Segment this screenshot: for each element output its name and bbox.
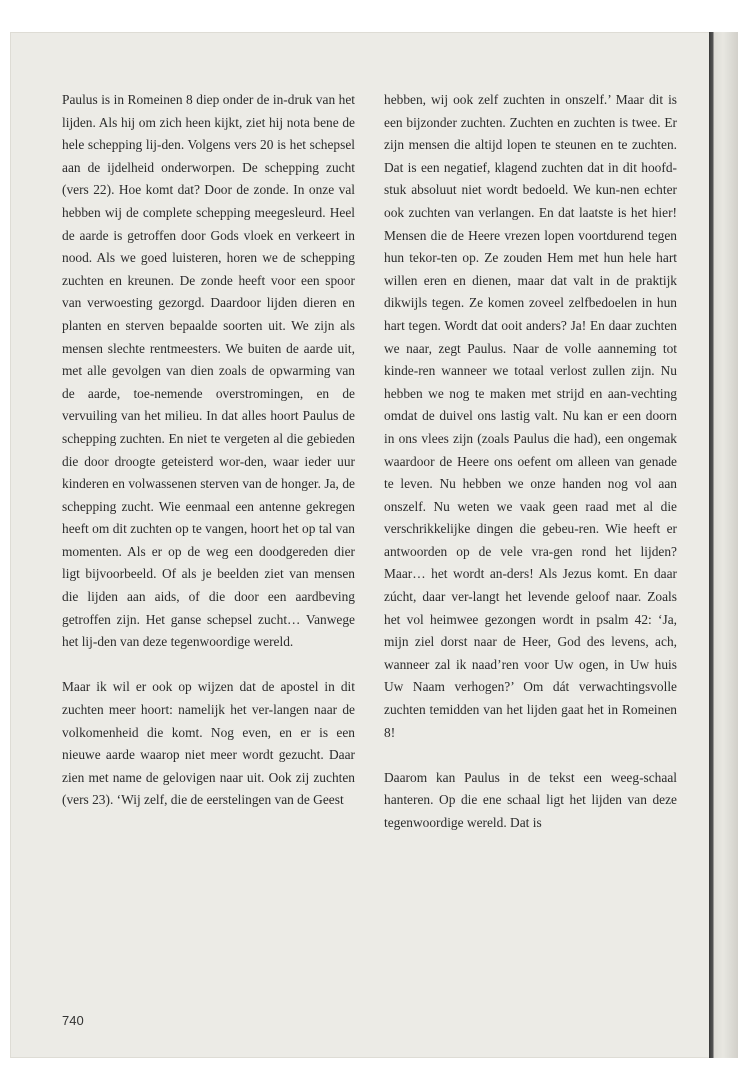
paragraph: Daarom kan Paulus in de tekst een weeg-schaal hanteren. Op die ene schaal ligt het lijden van deze tegenwoordige wereld. Dat is [384, 769, 677, 830]
page-number: 740 [62, 1013, 84, 1028]
right-text-column [384, 89, 677, 857]
paragraph: hebben, wij ook zelf zuchten in onszelf.’ Maar dit is een bijzonder zuchten. Zuchten en zuchten is twee. Er zijn mensen die altijd lopen te steunen en te zuchten. Dat is een negatief, klagend zuchten dat in dit hoofd-stuk absoluut niet wordt bedoeld. We kun-nen echter ook zuchten van verlangen. En dat laatste is het hier! Mensen die de Heere vrezen lopen voortdurend tegen hun tekor-ten op. Ze zouden Hem met hun hele hart willen eren en dienen, maar dat valt in de praktijk dikwijls tegen. Ze komen zoveel zelfbedoelen in hun hart tegen. Wordt dat ooit anders? Ja! En daar zuchten we naar, zegt Paulus. Naar de volle aanneming tot kinde-ren wanneer we totaal verlost zullen zijn. Nu hebben we nog te maken met strijd en aan-vechting omdat de duivel ons lastig valt. Nu kan er een doorn in ons vlees zijn (zoals Paulus die had), een ongemak waardoor de Heere ons oefent om alleen van genade te leven. Nu hebben we onze handen nog vol aan onszelf. Nu weten we vaak geen raad met al die verschrikkelijke dingen die gebeu-ren. Wie heeft er antwoorden op de vele vra-gen rond het lijden? Maar… het wordt an-ders! Als Jezus komt. En daar zúcht, daar ver-langt het levende geloof naar. Zoals het vol heimwee gezongen wordt in psalm 42: ‘Ja, mijn ziel dorst naar de Heer, God des levens, ach, wanneer zal ik naad’ren voor Uw ogen, in Uw huis Uw Naam verhogen?’ Om dát verwachtingsvolle zuchten temidden van het lijden gaat het in Romeinen 8! [384, 92, 677, 740]
paragraph: Paulus is in Romeinen 8 diep onder de in-druk van het lijden. Als hij om zich heen kijkt, ziet hij nota bene de hele schepping lij-den. Volgens vers 20 is het schepsel aan de ijdelheid onderworpen. De schepping zucht (vers 22). Hoe komt dat? Door de zonde. In onze val hebben wij de complete schepping meegesleurd. Heel de aarde is getroffen door Gods vloek en verkeert in nood. Als we goed luisteren, horen we de schepping zuchten en kreunen. De zonde heeft voor een spoor van verwoesting gezorgd. Daardoor lijden dieren en planten en sterven bepaalde soorten uit. We zijn als mensen slechte rentmeesters. We buiten de aarde uit, met alle gevolgen van dien zoals de opwarming van de aarde, toe-nemende overstromingen, en de vervuiling van het milieu. In dat alles hoort Paulus de schepping zuchten. En niet te vergeten al die gebieden die door droogte geteisterd wor-den, waar ieder uur kinderen en volwassenen sterven van de honger. Ja, de schepping zucht. Wie eenmaal een antenne gekregen heeft om dit zuchten op te vangen, hoort het op tal van momenten. Als er op de weg een doodgereden dier ligt bijvoorbeeld. Of als je beelden ziet van mensen die lijden aan aids, of die door een aardbeving getroffen zijn. Het ganse schepsel zucht… Vanwege het lij-den van deze tegenwoordige wereld. [62, 92, 355, 650]
left-text-column [62, 89, 355, 835]
paragraph: Maar ik wil er ook op wijzen dat de apostel in dit zuchten meer hoort: namelijk het ver-langen naar de volkomenheid die komt. Nog even, en er is een nieuwe aarde waarop niet meer wordt gezucht. Daar zien met name de gelovigen naar uit. Ook zij zuchten (vers 23). ‘Wij zelf, die de eerstelingen van de Geest [62, 679, 355, 808]
book-spine-edge [709, 32, 738, 1058]
